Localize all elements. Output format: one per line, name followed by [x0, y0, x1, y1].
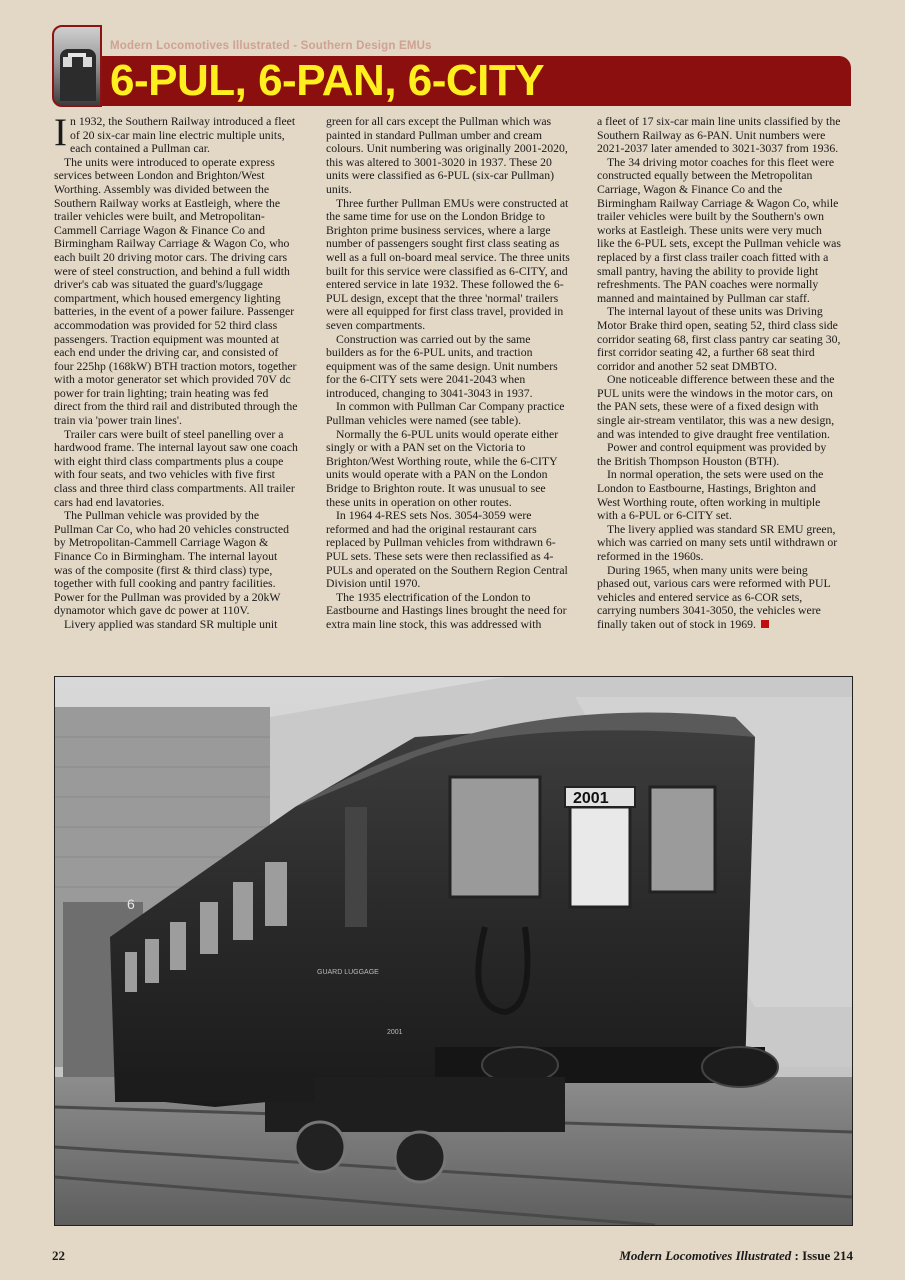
footer-publication [619, 1248, 853, 1264]
issue-label: : Issue 214 [791, 1248, 853, 1263]
cab-door [345, 807, 367, 927]
paragraph: The internal layout of these units was Driving Motor Brake third open, seating 52, third class side corridor seating 68, first class pantry car seating 30, first corridor seating 42, a further 68 seat third corridor and another 52 seat DMBTO. [597, 305, 841, 373]
cab-window-left [450, 777, 540, 897]
guard-luggage-lettering: GUARD LUGGAGE [317, 969, 379, 976]
paragraph: In 1964 4-RES sets Nos. 3054-3059 were reformed and had the original restaurant cars replaced by Pullman vehicles from withdrawn 6-PUL sets. These sets were then reclassified as 4-PULs and operated on the Southern Region Central Division until 1970. [326, 509, 568, 591]
train-photo-illustration [55, 677, 852, 1225]
cab-droplight-window [570, 807, 630, 907]
cab-window-right [650, 787, 715, 892]
paragraph [597, 564, 841, 632]
paragraph: In common with Pullman Car Company practice Pullman vehicles were named (see table). [326, 400, 565, 428]
article-column-3 [597, 115, 841, 632]
paragraph: The 34 driving motor coaches for this fleet were constructed equally between the Metropolitan Carriage, Wagon & Finance Co and the Birmingham Railway Carriage & Wagon Co, while trailer vehicles were built by the Southern's own works at Eastleigh. These units were very much like the 6-PUL sets, except the Pullman vehicle was replaced by a first class trailer coach fitted with a small pantry, having the ability to provide light refreshments. The PAN coaches were normally manned and maintained by Pullman car staff. [597, 155, 841, 305]
paragraph: The units were introduced to operate express services between London and Brighton/West Worthing. Assembly was divided between the Southern Railway works at Eastleigh, where the trailer vehicles were built, and Metropolitan-Cammell Carriage Wagon & Finance Co and Birmingham Railway Carriage & Wagon Co, who each built 20 driving motor cars. The driving cars were of steel construction, and behind a full width driver's cab was situated the guard's/luggage compartment, which housed emergency lighting batteries, in the event of a power failure. Passenger accommodation was provided for 52 third class passengers. Traction equipment was mounted at each end under the driving car, and consisted of four 225hp (168kW) BTH traction motors, together with a motor generator set which provided 70V dc power for train lighting; train heating was fed direct from the third rail and distributed through the train via 'power train lines'. [54, 155, 298, 428]
paragraph: The Pullman vehicle was provided by the Pullman Car Co, who had 20 vehicles constructed by Metropolitan-Cammell Carriage Wagon & Finance Co in Birmingham. The internal layout was of the composite (first & third class) type, together with full cooking and pantry facilities. Power for the Pullman was provided by a 20kW dynamotor which gave dc power at 110V. [54, 509, 289, 618]
end-of-article-mark [761, 620, 769, 628]
paragraph: green for all cars except the Pullman which was painted in standard Pullman umber and cream colours. Unit numbering was originally 2001-2020, this was altered to 3001-3020 in 1937. These 20 units were classified as 6-PUL (six-car Pullman) units. [326, 115, 568, 196]
wheel [295, 1122, 345, 1172]
wheel [395, 1132, 445, 1182]
shed-road-number: 6 [127, 896, 135, 912]
article-column-2 [326, 115, 570, 632]
running-head: Modern Locomotives Illustrated - Southern Design EMUs [110, 40, 432, 52]
header-thumbnail-image [52, 25, 102, 107]
paragraph: Livery applied was standard SR multiple unit [64, 617, 278, 631]
thumbnail-window-right [83, 57, 92, 67]
page-title: 6-PUL, 6-PAN, 6-CITY [110, 56, 545, 105]
paragraph: Three further Pullman EMUs were constructed at the same time for use on the London Bridge to Brighton prime business services, where a large number of passengers sought first class seating as well as a full on-board meal service. The three units built for this service were classified as 6-CITY, and entered service in late 1932. These followed the 6-PUL design, except that the three 'normal' trailers were all equipped for first class travel, provided in seven compartments. [326, 196, 570, 332]
side-unit-number: 2001 [387, 1029, 403, 1036]
headcode-number: 2001 [573, 790, 609, 807]
article-column-1 [54, 111, 298, 632]
thumbnail-window-left [63, 57, 72, 67]
train-photograph [54, 676, 853, 1226]
paragraph: Trailer cars were built of steel panelling over a hardwood frame. The internal layout saw one coach with eight third class compartments plus a coupe with four seats, and two vehicles with five first class and three third class compartments. All trailer cars had end lavatories. [54, 427, 298, 509]
drop-cap: I [54, 111, 67, 154]
buffer-right [702, 1047, 778, 1087]
paragraph [54, 111, 298, 156]
paragraph: Power and control equipment was provided by the British Thompson Houston (BTH). [597, 441, 827, 468]
page-number: 22 [52, 1248, 65, 1263]
paragraph-text: n 1932, the Southern Railway introduced a fleet of 20 six-car main line electric multiple units, each contained a Pullman car. [70, 115, 296, 156]
paragraph: Construction was carried out by the same builders as for the 6-PUL units, and traction equipment was of the same design. Unit numbers for the 6-CITY sets were 2041-2043 when introduced, changing to 3041-3043 in 1937. [326, 332, 558, 400]
paragraph: The livery applied was standard SR EMU green, which was carried on many sets until withdrawn or reformed in the 1960s. [597, 522, 838, 563]
paragraph-text: During 1965, when many units were being phased out, various cars were reformed with PUL vehicles and entered service as 6-COR sets, carrying numbers 3041-3050, the vehicles were finally taken out of stock in 1969. [597, 563, 831, 631]
underframe [115, 1072, 315, 1102]
paragraph: In normal operation, the sets were used on the London to Eastbourne, Hastings, Brighton and West Worthing route, often working in multiple with a 6-PUL or 6-CITY set. [597, 468, 824, 523]
paragraph: Normally the 6-PUL units would operate either singly or with a PAN set on the Victoria to Brighton/West Worthing route, while the 6-CITY units would operate with a PAN on the London Bridge to Brighton route. It was unusual to see these units in operation on other routes. [326, 427, 559, 509]
magazine-name: Modern Locomotives Illustrated [619, 1248, 792, 1263]
paragraph: a fleet of 17 six-car main line units classified by the Southern Railway as 6-PAN. Unit numbers were 2021-2037 later amended to 3021-3037 from 1936. [597, 115, 841, 156]
title-bar [102, 56, 851, 106]
paragraph: The 1935 electrification of the London to Eastbourne and Hastings lines brought the need for extra main line stock, this was addressed with [326, 590, 567, 631]
paragraph: One noticeable difference between these and the PUL units were the windows in the motor cars, on the PAN sets, these were of a fixed design with single air-stream ventilator, this was a new design, and was intended to give draught free ventilation. [597, 373, 835, 441]
